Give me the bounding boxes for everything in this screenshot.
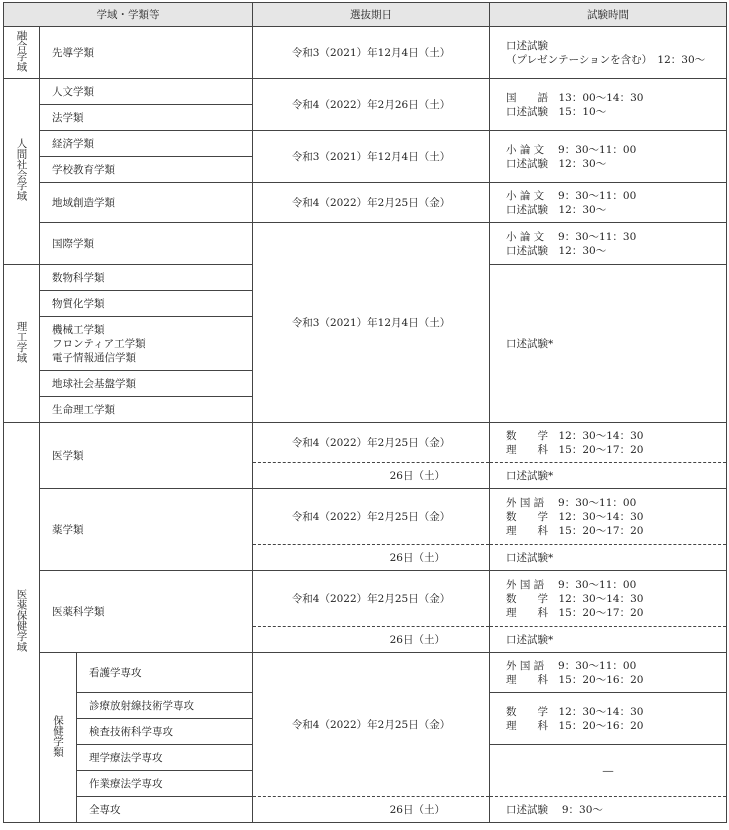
program-chiiki: 地域創造学類 bbox=[40, 183, 253, 223]
time-zen: 口述試験 9：30～ bbox=[490, 797, 727, 823]
program-kokusai: 国際学類 bbox=[40, 223, 253, 265]
program-seimei: 生命理工学類 bbox=[40, 397, 253, 423]
row-yaku-1 bbox=[4, 489, 727, 545]
program-keizai: 経済学類 bbox=[40, 131, 253, 157]
program-kensa: 検査技術科学専攻 bbox=[77, 719, 253, 745]
row-kango bbox=[4, 653, 727, 693]
program-sagyo: 作業療法学専攻 bbox=[77, 771, 253, 797]
row-sendo bbox=[4, 27, 727, 79]
time-jinbun: 国 語 13：00～14：30 口述試験 15：10～ bbox=[490, 79, 727, 131]
row-iyakka-1 bbox=[4, 571, 727, 627]
program-yaku: 薬学類 bbox=[40, 489, 253, 571]
program-iyakka: 医薬科学類 bbox=[40, 571, 253, 653]
program-kango: 看護学専攻 bbox=[77, 653, 253, 693]
schedule-table bbox=[3, 2, 727, 823]
time-shinryo: 数 学 12：30～14：30 理 科 15：20～16：20 bbox=[490, 693, 727, 745]
header-field: 学域・学類等 bbox=[4, 3, 253, 27]
time-yaku: 外 国 語 9：30～11：00 数 学 12：30～14：30 理 科 15：20～17：20 bbox=[490, 489, 727, 545]
program-hou: 法学類 bbox=[40, 105, 253, 131]
date-yaku: 令和4（2022）年2月25日（金） bbox=[253, 489, 490, 545]
program-kikai: 機械工学類 フロンティア工学類 電子情報通信学類 bbox=[40, 317, 253, 371]
date-chiiki: 令和4（2022）年2月25日（金） bbox=[253, 183, 490, 223]
row-jinbun bbox=[4, 79, 727, 105]
time-igaku: 数 学 12：30～14：30 理 科 15：20～17：20 bbox=[490, 423, 727, 463]
program-busshitsu: 物質化学類 bbox=[40, 291, 253, 317]
date-igaku-26: 26日（土） bbox=[253, 463, 490, 489]
date-iyakka: 令和4（2022）年2月25日（金） bbox=[253, 571, 490, 627]
time-chiiki: 小 論 文 9：30～11：00 口述試験 12：30～ bbox=[490, 183, 727, 223]
time-none: ― bbox=[490, 745, 727, 797]
program-suubutsu: 数物科学類 bbox=[40, 265, 253, 291]
program-zen: 全専攻 bbox=[77, 797, 253, 823]
date-keizai: 令和3（2021）年12月4日（土） bbox=[253, 131, 490, 183]
date-iyakka-26: 26日（土） bbox=[253, 627, 490, 653]
field-fusion: 融合学域 bbox=[4, 27, 40, 79]
date-hoken: 令和4（2022）年2月25日（金） bbox=[253, 653, 490, 797]
time-kango: 外 国 語 9：30～11：00 理 科 15：20～16：20 bbox=[490, 653, 727, 693]
program-shinryo: 診療放射線技術学専攻 bbox=[77, 693, 253, 719]
row-keizai bbox=[4, 131, 727, 157]
program-jinbun: 人文学類 bbox=[40, 79, 253, 105]
row-kokusai bbox=[4, 223, 727, 265]
row-zen bbox=[4, 797, 727, 823]
time-igaku-oral: 口述試験* bbox=[490, 463, 727, 489]
date-zen-26: 26日（土） bbox=[253, 797, 490, 823]
program-gakko: 学校教育学類 bbox=[40, 157, 253, 183]
date-yaku-26: 26日（土） bbox=[253, 545, 490, 571]
program-igaku: 医学類 bbox=[40, 423, 253, 489]
time-iyakka-oral: 口述試験* bbox=[490, 627, 727, 653]
time-sendo: 口述試験 （プレゼンテーションを含む） 12：30～ bbox=[490, 27, 727, 79]
field-science: 理工学域 bbox=[4, 265, 40, 423]
program-sendo: 先導学類 bbox=[40, 27, 253, 79]
field-medical: 医薬保健学域 bbox=[4, 423, 40, 823]
field-humanities: 人間社会学域 bbox=[4, 79, 40, 265]
program-chikyu: 地球社会基盤学類 bbox=[40, 371, 253, 397]
program-rigaku: 理学療法学専攻 bbox=[77, 745, 253, 771]
row-chiiki bbox=[4, 183, 727, 223]
time-iyakka: 外 国 語 9：30～11：00 数 学 12：30～14：30 理 科 15：20～17：20 bbox=[490, 571, 727, 627]
time-rikou: 口述試験* bbox=[490, 265, 727, 423]
date-sendo: 令和3（2021）年12月4日（土） bbox=[253, 27, 490, 79]
time-keizai: 小 論 文 9：30～11：00 口述試験 12：30～ bbox=[490, 131, 727, 183]
field-health: 保健学類 bbox=[40, 653, 77, 823]
header-date: 選抜期日 bbox=[253, 3, 490, 27]
row-igaku-1 bbox=[4, 423, 727, 463]
time-yaku-oral: 口述試験* bbox=[490, 545, 727, 571]
header-time: 試験時間 bbox=[490, 3, 727, 27]
date-kokusai-rikou: 令和3（2021）年12月4日（土） bbox=[253, 223, 490, 423]
time-kokusai: 小 論 文 9：30～11：30 口述試験 12：30～ bbox=[490, 223, 727, 265]
header-row bbox=[4, 3, 727, 27]
date-jinbun: 令和4（2022）年2月26日（土） bbox=[253, 79, 490, 131]
date-igaku: 令和4（2022）年2月25日（金） bbox=[253, 423, 490, 463]
